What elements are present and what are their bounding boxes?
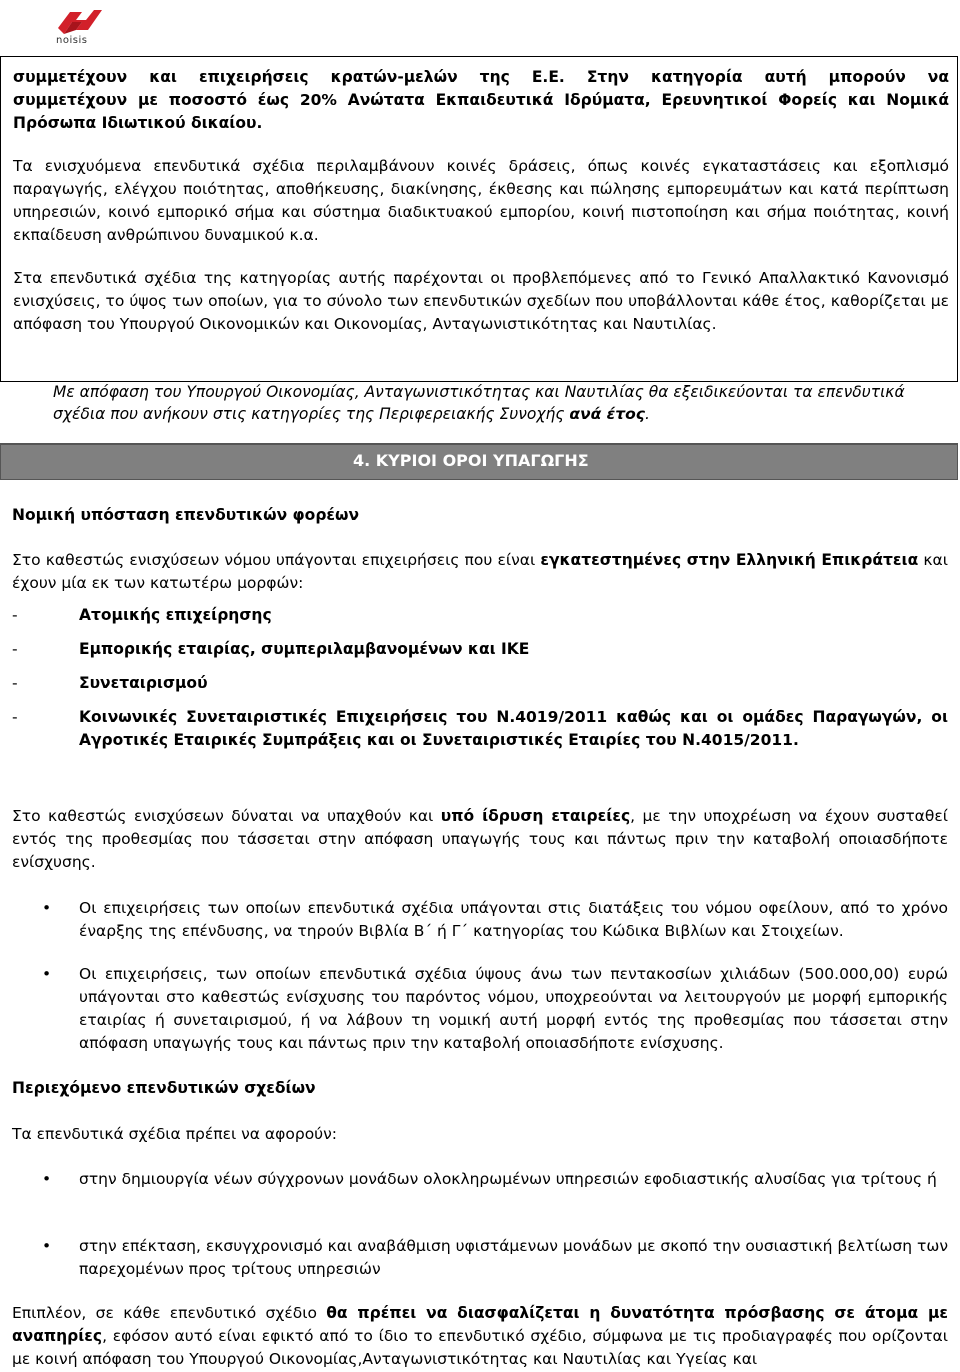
list-item: • Οι επιχειρήσεις των οποίων επενδυτικά σχέδια υπάγονται στις διατάξεις του νόμου οφείλουν, από το χρόνο έναρξης της επένδυσης, να τηρούν Βιβλία Β΄ ή Γ΄ κατηγορίας του Κώδικα Βιβλίων και Στοιχείων. <box>42 899 948 940</box>
box-p1-line-1: συμμετέχουν και επιχειρήσεις κρατών-μελών της Ε.Ε. Στην κατηγορία αυτή μπορούν να <box>13 68 949 86</box>
list-item: • στην δημιουργία νέων σύγχρονων μονάδων ολοκληρωμένων υπηρεσιών εφοδιαστικής αλυσίδας για τρίτους ή <box>12 1168 948 1191</box>
italic-note: Με απόφαση του Υπουργού Οικονομίας, Ανταγωνιστικότητας και Ναυτιλίας θα εξειδικεύονται τα επενδυτικά σχέδια που ανήκουν στις κατηγορίες της Περιφερειακής Συνοχής ανά έτος. <box>53 383 905 423</box>
dash-marker: - <box>12 674 18 692</box>
bullet-marker: • <box>42 965 52 983</box>
list-item: - Εμπορικής εταιρίας, συμπεριλαμβανομένων και ΙΚΕ <box>12 638 948 661</box>
box-p1-line-2: συμμετέχουν με ποσοστό έως 20% Ανώτατα Εκπαιδευτικά Ιδρύματα, Ερευνητικοί Φορείς και Νομικά <box>13 91 949 109</box>
list-item: • στην επέκταση, εκσυγχρονισμό και αναβάθμιση υφιστάμενων μονάδων με σκοπό την ουσιαστική βελτίωση των παρεχομένων προς τρίτους υπηρεσιών <box>42 1237 948 1278</box>
dash-marker: - <box>12 606 18 624</box>
newco-bold: υπό ίδρυση εταιρείες <box>440 807 631 825</box>
box-paragraph-1 <box>13 66 949 135</box>
list-item: - Κοινωνικές Συνεταιριστικές Επιχειρήσεις του Ν.4019/2011 καθώς και οι ομάδες Παραγωγών, οι Αγροτικές Εταιρικές Συμπράξεις και οι Συνεταιριστικές Εταιρίες του Ν.4015/2011. <box>12 708 948 749</box>
bullet-marker: • <box>42 1237 52 1255</box>
section-title: 4. ΚΥΡΙΟΙ ΟΡΟΙ ΥΠΑΓΩΓΗΣ <box>353 451 589 470</box>
legal-intro: Στο καθεστώς ενισχύσεων νόμου υπάγονται επιχειρήσεις που είναι εγκατεστημένες στην Ελληνική Επικράτεια και έχουν μία εκ των κατωτέρω μορφών: <box>12 551 948 592</box>
final-bold: θα πρέπει να διασφαλίζεται η δυνατότητα πρόσβασης σε άτομα με αναπηρίες <box>12 1304 948 1345</box>
legal-intro-bold: εγκατεστημένες στην Ελληνική Επικράτεια <box>540 551 919 569</box>
bullet-marker: • <box>42 1170 52 1188</box>
legal-heading: Νομική υπόσταση επενδυτικών φορέων <box>12 506 360 524</box>
box-p1-line-3: Πρόσωπα Ιδιωτικού δικαίου. <box>13 114 263 132</box>
logo-text: noisis <box>56 35 88 46</box>
final-paragraph: Επιπλέον, σε κάθε επενδυτικό σχέδιο θα πρέπει να διασφαλίζεται η δυνατότητα πρόσβασης σε άτομα με αναπηρίες, εφόσον αυτό είναι εφικτό από το ίδιο το επενδυτικό σχέδιο, σύμφωνα με τις προδιαγραφές που ορίζονται με κοινή απόφαση του Υπουργού Οικονομίας,Ανταγωνιστικότητας και Ναυτιλίας και Υγείας και <box>12 1304 948 1368</box>
bullet-marker: • <box>42 899 52 917</box>
box-paragraph-3: Στα επενδυτικά σχέδια της κατηγορίας αυτής παρέχονται οι προβλεπόμενες από το Γενικό Απαλλακτικό Κανονισμό ενισχύσεις, το ύψος των οποίων, για το σύνολο των επενδυτικών σχεδίων που υποβάλλονται κάθε έτος, καθορίζεται με απόφαση του Υπουργού Οικονομικών και Οικονομίας, Ανταγωνιστικότητας και Ναυτιλίας. <box>13 269 949 333</box>
list-item: - Συνεταιρισμού <box>12 672 948 695</box>
box-paragraph-2: Τα ενισχυόμενα επενδυτικά σχέδια περιλαμβάνουν κοινές δράσεις, όπως κοινές εγκαταστάσεις και εξοπλισμό παραγωγής, ελέγχου ποιότητας, αποθήκευσης, διακίνησης, έκθεσης και πώλησης εμπορευμάτων και κατά περίπτωση υπηρεσιών, κοινό εμπορικό σήμα και σύστημα διαδικτυακού εμπορίου, κοινή πιστοποίηση και σήμα ποιότητας, κοινή εκπαίδευση ανθρώπινου δυναμικού κ.α. <box>13 157 949 244</box>
list-item: - Ατομικής επιχείρησης <box>12 604 948 627</box>
list-item: • Οι επιχειρήσεις, των οποίων επενδυτικά σχέδια ύψους άνω των πεντακοσίων χιλιάδων (500.000,00) ευρώ υπάγονται στο καθεστώς ενίσχυσης του παρόντος νόμου, υποχρεούνται να λειτουργούν με μορφή εμπορικής εταιρίας ή συνεταιρισμού, ή να λάβουν τη νομική αυτή μορφή εντός της προθεσμίας που τάσσεται στην απόφαση υπαγωγής τους και πάντως πριν την καταβολή οποιασδήποτε ενίσχυσης. <box>42 965 948 1052</box>
newco-paragraph: Στο καθεστώς ενισχύσεων δύναται να υπαχθούν και υπό ίδρυση εταιρείες, με την υποχρέωση να έχουν συσταθεί εντός της προθεσμίας που τάσσεται στην απόφαση υπαγωγής τους και πάντως πριν την καταβολή οποιασδήποτε ενίσχυσης. <box>12 807 949 871</box>
dash-marker: - <box>12 640 18 658</box>
dash-marker: - <box>12 708 18 726</box>
content-heading: Περιεχόμενο επενδυτικών σχεδίων <box>12 1079 316 1097</box>
note-bold: ανά έτος <box>569 405 645 423</box>
content-box <box>0 56 958 382</box>
content-intro: Τα επενδυτικά σχέδια πρέπει να αφορούν: <box>12 1125 338 1143</box>
section-banner <box>0 443 958 480</box>
